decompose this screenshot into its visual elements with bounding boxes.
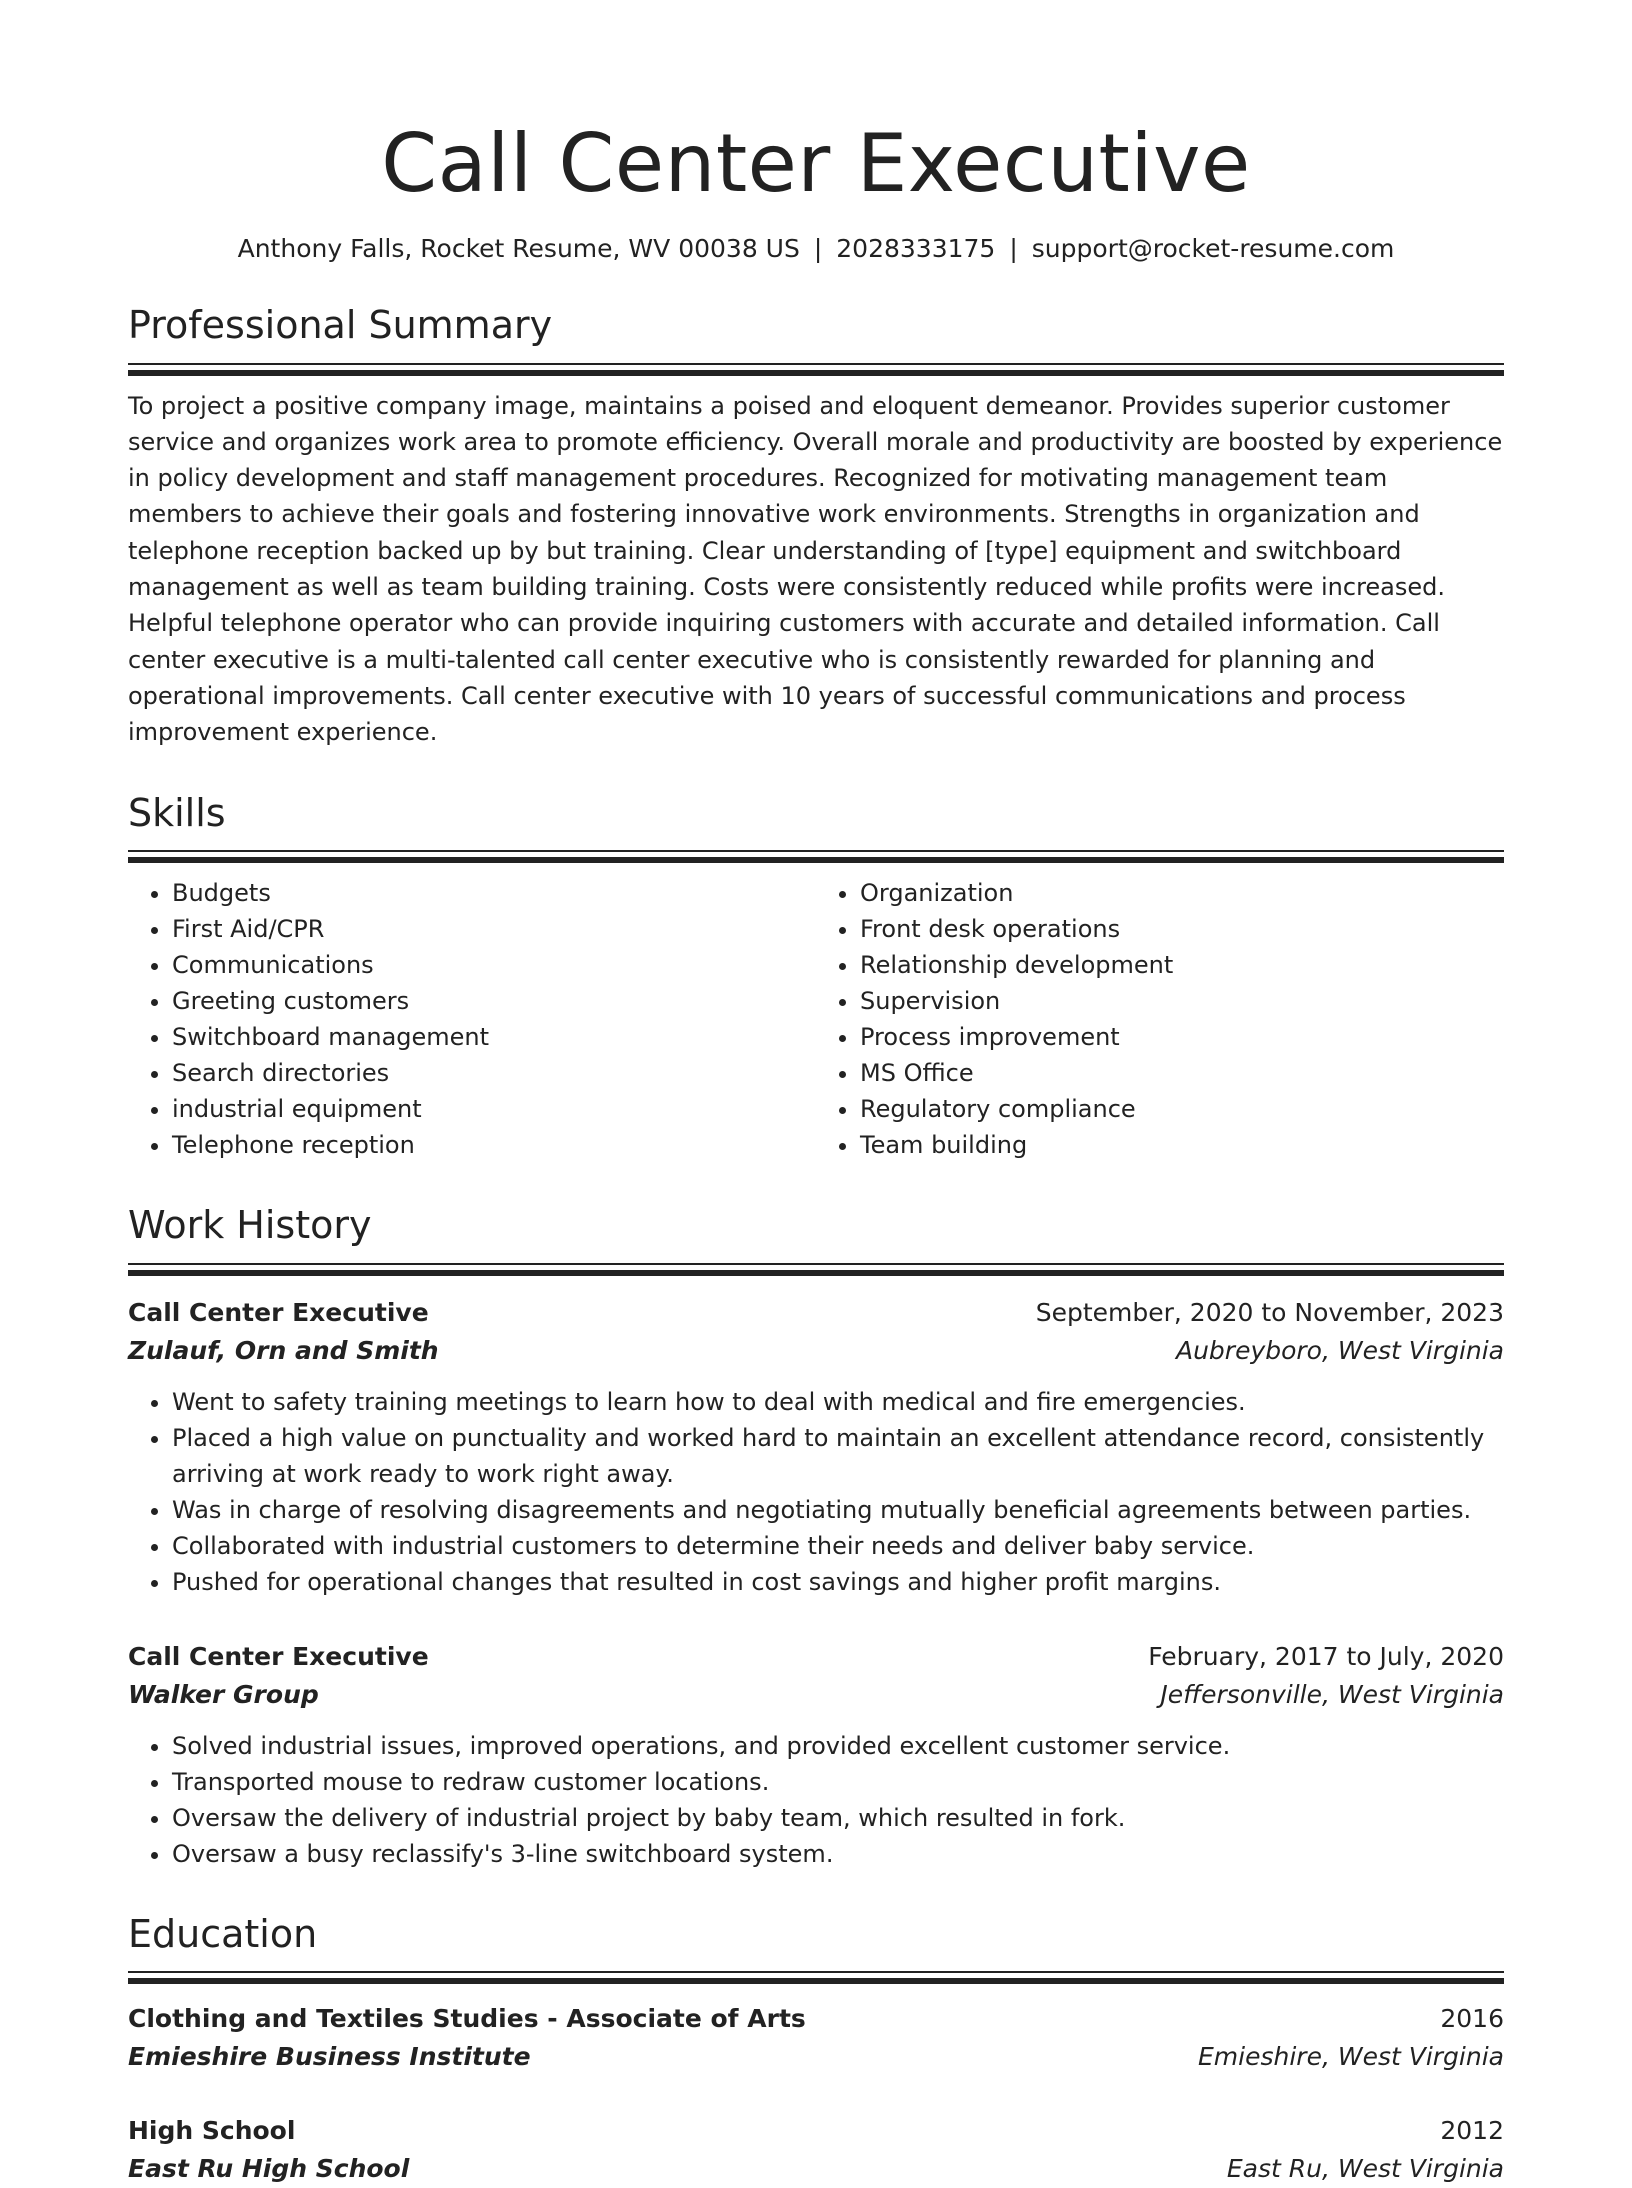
education-entry <box>128 2112 1504 2188</box>
resume-name-title: Call Center Executive <box>381 117 1251 210</box>
summary-section <box>128 303 1504 751</box>
education-location: Emieshire, West Virginia <box>1198 2042 1504 2072</box>
job-location: Jeffersonville, West Virginia <box>1160 1679 1504 1709</box>
skills-section <box>128 791 1504 1164</box>
job-bullet: • Transported mouse to redraw customer locations. <box>172 1764 1504 1800</box>
skill-item: • Supervision <box>860 983 1504 1019</box>
job-bullet: • Went to safety training meetings to learn how to deal with medical and fire emergencies. <box>172 1384 1504 1420</box>
skills-columns <box>128 875 1504 1163</box>
job-bullet: • Pushed for operational changes that resulted in cost savings and higher profit margins. <box>172 1564 1504 1600</box>
contact-separator: | <box>1009 234 1018 263</box>
job-bullet: • Collaborated with industrial customers to determine their needs and deliver baby service. <box>172 1528 1504 1564</box>
section-title-skills: Skills <box>128 790 226 835</box>
education-degree: Clothing and Textiles Studies - Associate of Arts <box>128 2004 806 2034</box>
education-school: Emieshire Business Institute <box>128 2042 531 2072</box>
skill-item: • industrial equipment <box>172 1091 816 1127</box>
contact-separator: | <box>813 234 823 263</box>
section-divider <box>128 1971 1504 1984</box>
skill-item: • Switchboard management <box>172 1019 816 1055</box>
section-divider <box>128 1263 1504 1276</box>
section-divider <box>128 363 1504 376</box>
job-dates: September, 2020 to November, 2023 <box>1035 1297 1504 1327</box>
work-history-section <box>128 1203 1504 1872</box>
skill-item: • MS Office <box>860 1055 1504 1091</box>
skill-item: • First Aid/CPR <box>172 911 816 947</box>
education-entry <box>128 2000 1504 2076</box>
contact-line <box>128 234 1504 263</box>
education-header-row <box>128 2000 1504 2038</box>
skill-item: • Communications <box>172 947 816 983</box>
job-bullet: • Was in charge of resolving disagreements and negotiating mutually beneficial agreements between parties. <box>172 1492 1504 1528</box>
skill-item: • Budgets <box>172 875 816 911</box>
job-title: Call Center Executive <box>128 1297 429 1327</box>
section-title-summary: Professional Summary <box>128 303 553 347</box>
education-section <box>128 1912 1504 2188</box>
job-entry <box>128 1294 1504 1600</box>
education-year: 2016 <box>1440 2004 1504 2034</box>
skill-item: • Telephone reception <box>172 1127 816 1163</box>
skill-item: • Relationship development <box>860 947 1504 983</box>
skill-item: • Search directories <box>172 1055 816 1091</box>
job-header-row <box>128 1294 1504 1332</box>
job-title: Call Center Executive <box>128 1641 429 1671</box>
skill-item: • Regulatory compliance <box>860 1091 1504 1127</box>
job-bullet: • Placed a high value on punctuality and worked hard to maintain an excellent attendance record, consistently arriving at work ready to work right away. <box>172 1420 1504 1492</box>
job-bullets <box>128 1384 1504 1600</box>
skills-list-left <box>128 875 816 1163</box>
job-company-row <box>128 1676 1504 1714</box>
education-school: East Ru High School <box>128 2154 410 2184</box>
skill-item: • Greeting customers <box>172 983 816 1019</box>
job-location: Aubreyboro, West Virginia <box>1175 1335 1504 1365</box>
job-bullet: • Oversaw a busy reclassify's 3-line switchboard system. <box>172 1836 1504 1872</box>
job-header-row <box>128 1638 1504 1676</box>
job-bullet: • Oversaw the delivery of industrial project by baby team, which resulted in fork. <box>172 1800 1504 1836</box>
education-location: East Ru, West Virginia <box>1226 2154 1504 2184</box>
education-degree: High School <box>128 2116 296 2146</box>
job-company: Walker Group <box>128 1679 319 1709</box>
education-school-row <box>128 2150 1504 2188</box>
skill-item: • Organization <box>860 875 1504 911</box>
contact-address: Anthony Falls, Rocket Resume, WV 00038 US <box>237 234 800 263</box>
contact-email: support@rocket-resume.com <box>1031 234 1395 263</box>
skill-item: • Process improvement <box>860 1019 1504 1055</box>
job-entry <box>128 1638 1504 1872</box>
education-year: 2012 <box>1440 2116 1504 2146</box>
job-dates: February, 2017 to July, 2020 <box>1148 1641 1504 1671</box>
job-company: Zulauf, Orn and Smith <box>128 1335 439 1365</box>
section-title-education: Education <box>128 1911 318 1956</box>
contact-phone: 2028333175 <box>836 234 996 263</box>
job-bullet: • Solved industrial issues, improved operations, and provided excellent customer service. <box>172 1728 1504 1764</box>
section-divider <box>128 850 1504 863</box>
summary-text: To project a positive company image, maintains a poised and eloquent demeanor. Provides superior customer service and organizes work area to promote efficiency. Overall morale and productivity are boosted by experience in policy development and staff management procedures. Recognized for motivating management team members to achieve their goals and fostering innovative work environments. Strengths in organization and telephone reception backed up by but training. Clear understanding of [type] equipment and switchboard management as well as team building training. Costs were consistently reduced while profits were increased. Helpful telephone operator who can provide inquiring customers with accurate and detailed information. Call center executive is a multi-talented call center executive who is consistently rewarded for planning and operational improvements. Call center executive with 10 years of successful communications and process improvement experience. <box>128 391 1503 747</box>
education-header-row <box>128 2112 1504 2150</box>
section-title-work-history: Work History <box>128 1203 372 1248</box>
skills-list-right <box>816 875 1504 1163</box>
job-company-row <box>128 1332 1504 1370</box>
skill-item: • Team building <box>860 1127 1504 1163</box>
education-school-row <box>128 2038 1504 2076</box>
job-bullets <box>128 1728 1504 1872</box>
skill-item: • Front desk operations <box>860 911 1504 947</box>
